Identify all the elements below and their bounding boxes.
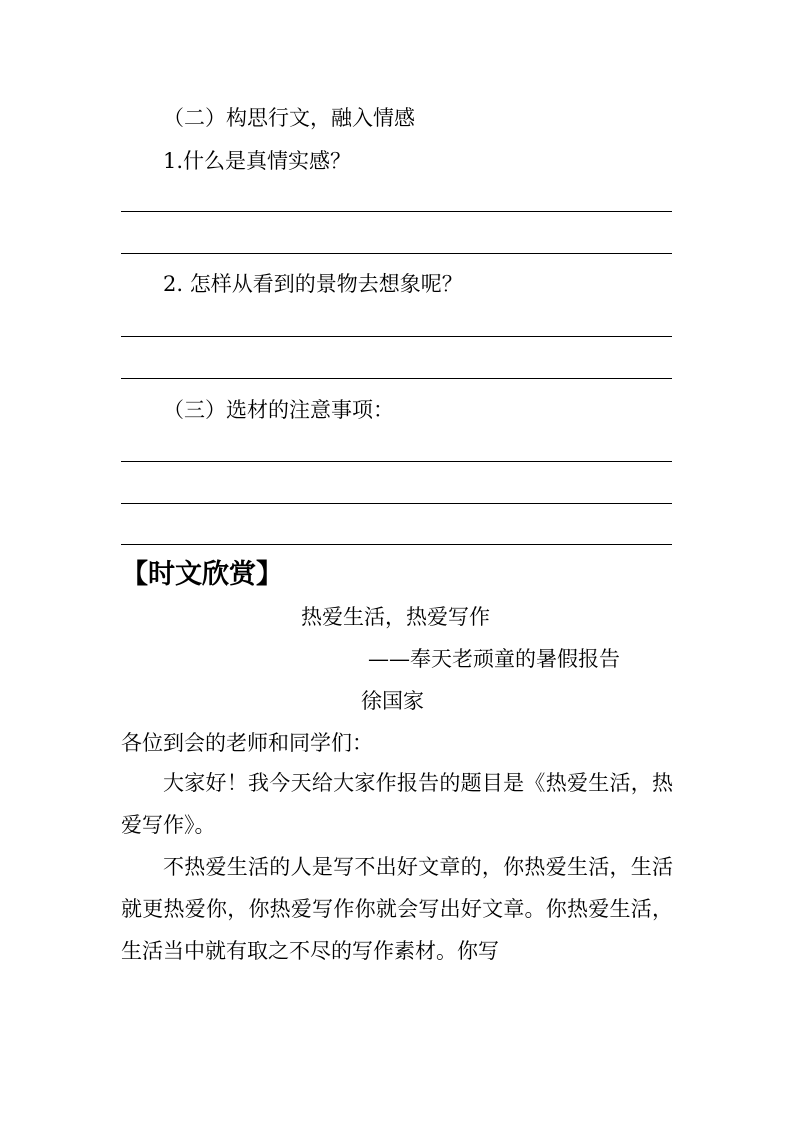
answer-line — [121, 503, 672, 504]
article-title: 热爱生活，热爱写作 — [301, 605, 490, 629]
article-subtitle: ——奉天老顽童的暑假报告 — [368, 647, 620, 671]
question-2: 2. 怎样从看到的景物去想象呢？ — [163, 272, 463, 296]
section-3-heading: （三）选材的注意事项： — [163, 398, 394, 422]
answer-line — [121, 211, 672, 212]
paragraph-2: 不热爱生活的人是写不出好文章的，你热爱生活，生活就更热爱你，你热爱写作你就会写出好文章。你热爱生活，生活当中就有取之不尽的写作素材。你写 — [121, 855, 673, 963]
salutation: 各位到会的老师和同学们： — [121, 731, 373, 755]
answer-line — [121, 336, 672, 337]
question-1: 1.什么是真情实感？ — [163, 149, 352, 173]
answer-line — [121, 461, 672, 462]
article-body — [121, 762, 673, 972]
section-2-heading: （二）构思行文，融入情感 — [163, 106, 415, 130]
paragraph-1: 大家好！我今天给大家作报告的题目是《热爱生活，热爱写作》。 — [121, 771, 673, 837]
answer-line — [121, 378, 672, 379]
article-banner: 【时文欣赏】 — [121, 559, 283, 590]
answer-line — [121, 253, 672, 254]
answer-line — [121, 544, 672, 545]
article-author: 徐国家 — [361, 689, 424, 713]
